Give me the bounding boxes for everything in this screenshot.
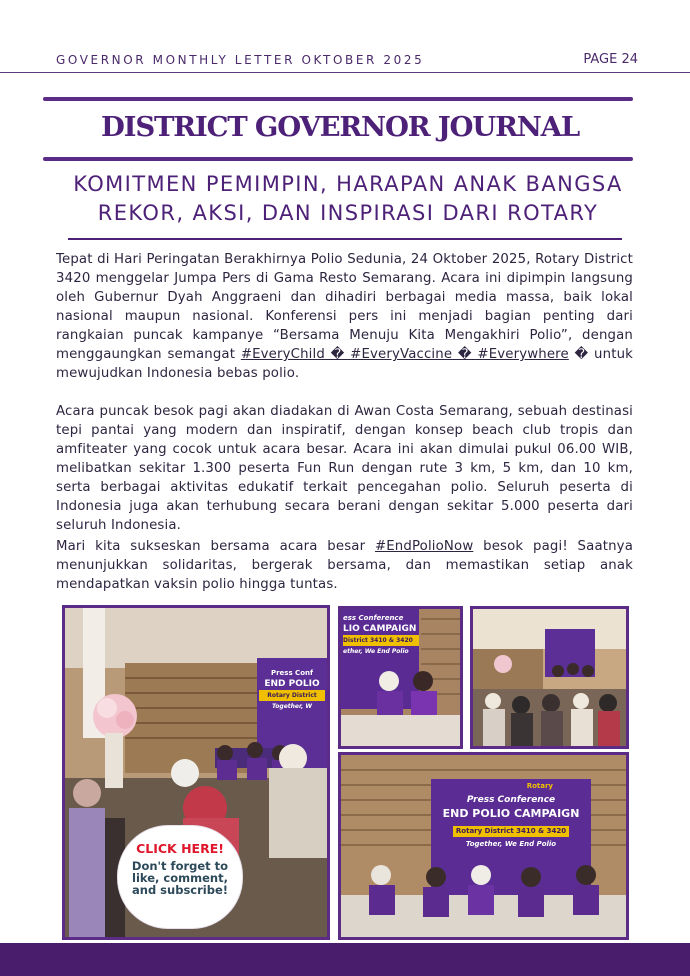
photo1-banner-text: Press Conf END POLIO Rotary District Together, W — [259, 668, 325, 712]
hashtag-everychild-link[interactable]: #EveryChild � #EveryVaccine � #Everywhere — [240, 347, 569, 362]
article-paragraph-1: Tepat di Hari Peringatan Berakhirnya Polio Sedunia, 24 Oktober 2025, Rotary District 3420 menggelar Jumpa Pers di Gama Resto Semarang. Acara ini dipimpin langsung oleh Gubernur Dyah Anggraeni dan dihadiri berbagai media massa, baik lokal nasional maupun nasional. Konferensi pers ini menjadi bagian penting dari rangkaian puncak kampanye “Bersama Menuju Kita Mengakhiri Polio”, dengan menggaungkan semangat #EveryChild � #EveryVaccine � #Everywhere � untuk mewujudkan Indonesia bebas polio. — [56, 252, 633, 381]
subtitle-divider — [68, 238, 622, 240]
subtitle-line-1: KOMITMEN PEMIMPIN, HARAPAN ANAK BANGSA — [73, 172, 623, 196]
photo2-banner-text: ess Conference LIO CAMPAIGN District 3410 & 3420 ether, We End Polio — [343, 613, 419, 657]
photo-speakers-table — [338, 606, 463, 749]
newsletter-title: GOVERNOR MONTHLY LETTER OKTOBER 2025 — [56, 53, 425, 67]
header-divider — [0, 72, 690, 73]
subtitle-line-2: REKOR, AKSI, DAN INSPIRASI DARI ROTARY — [97, 201, 599, 225]
photo-audience-room — [470, 606, 629, 749]
photo-press-conference-panel — [338, 752, 629, 940]
page-number: PAGE 24 — [583, 52, 638, 67]
cta-title[interactable]: CLICK HERE! — [136, 841, 224, 856]
cta-message: Don't forget to like, comment, and subscribe! — [131, 859, 229, 897]
article-paragraph-3: Mari kita sukseskan bersama acara besar #EndPolioNow besok pagi! Saatnya menunjukkan solidaritas, bergerak bersama, dan memastikan setiap anak mendapatkan vaksin polio hingga tuntas. — [56, 539, 633, 592]
hashtag-endpolionow-link[interactable]: #EndPolioNow — [374, 539, 474, 554]
photo4-banner-text: Rotary Press Conference END POLIO CAMPAIGN Rotary District 3410 & 3420 Together, We End Polio — [442, 782, 580, 848]
title-bar-bottom — [43, 157, 633, 161]
journal-title: DISTRICT GOVERNOR JOURNAL — [101, 111, 579, 143]
click-here-badge[interactable] — [118, 826, 242, 928]
article-paragraph-2: Acara puncak besok pagi akan diadakan di Awan Costa Semarang, sebuah destinasi tepi pantai yang modern dan inspiratif, dengan konsep beach club tropis dan amfiteater yang cocok untuk acara besar. Acara ini akan dimulai pukul 06.00 WIB, melibatkan sekitar 1.300 peserta Fun Run dengan rute 3 km, 5 km, dan 10 km, serta berbagai aktivitas edukatif terkait pencegahan polio. Seluruh peserta di Indonesia juga akan terhubung secara berani dengan sekitar 5.000 peserta dari seluruh Indonesia. — [56, 404, 633, 533]
footer-bar — [0, 943, 690, 976]
title-bar-top — [43, 97, 633, 101]
